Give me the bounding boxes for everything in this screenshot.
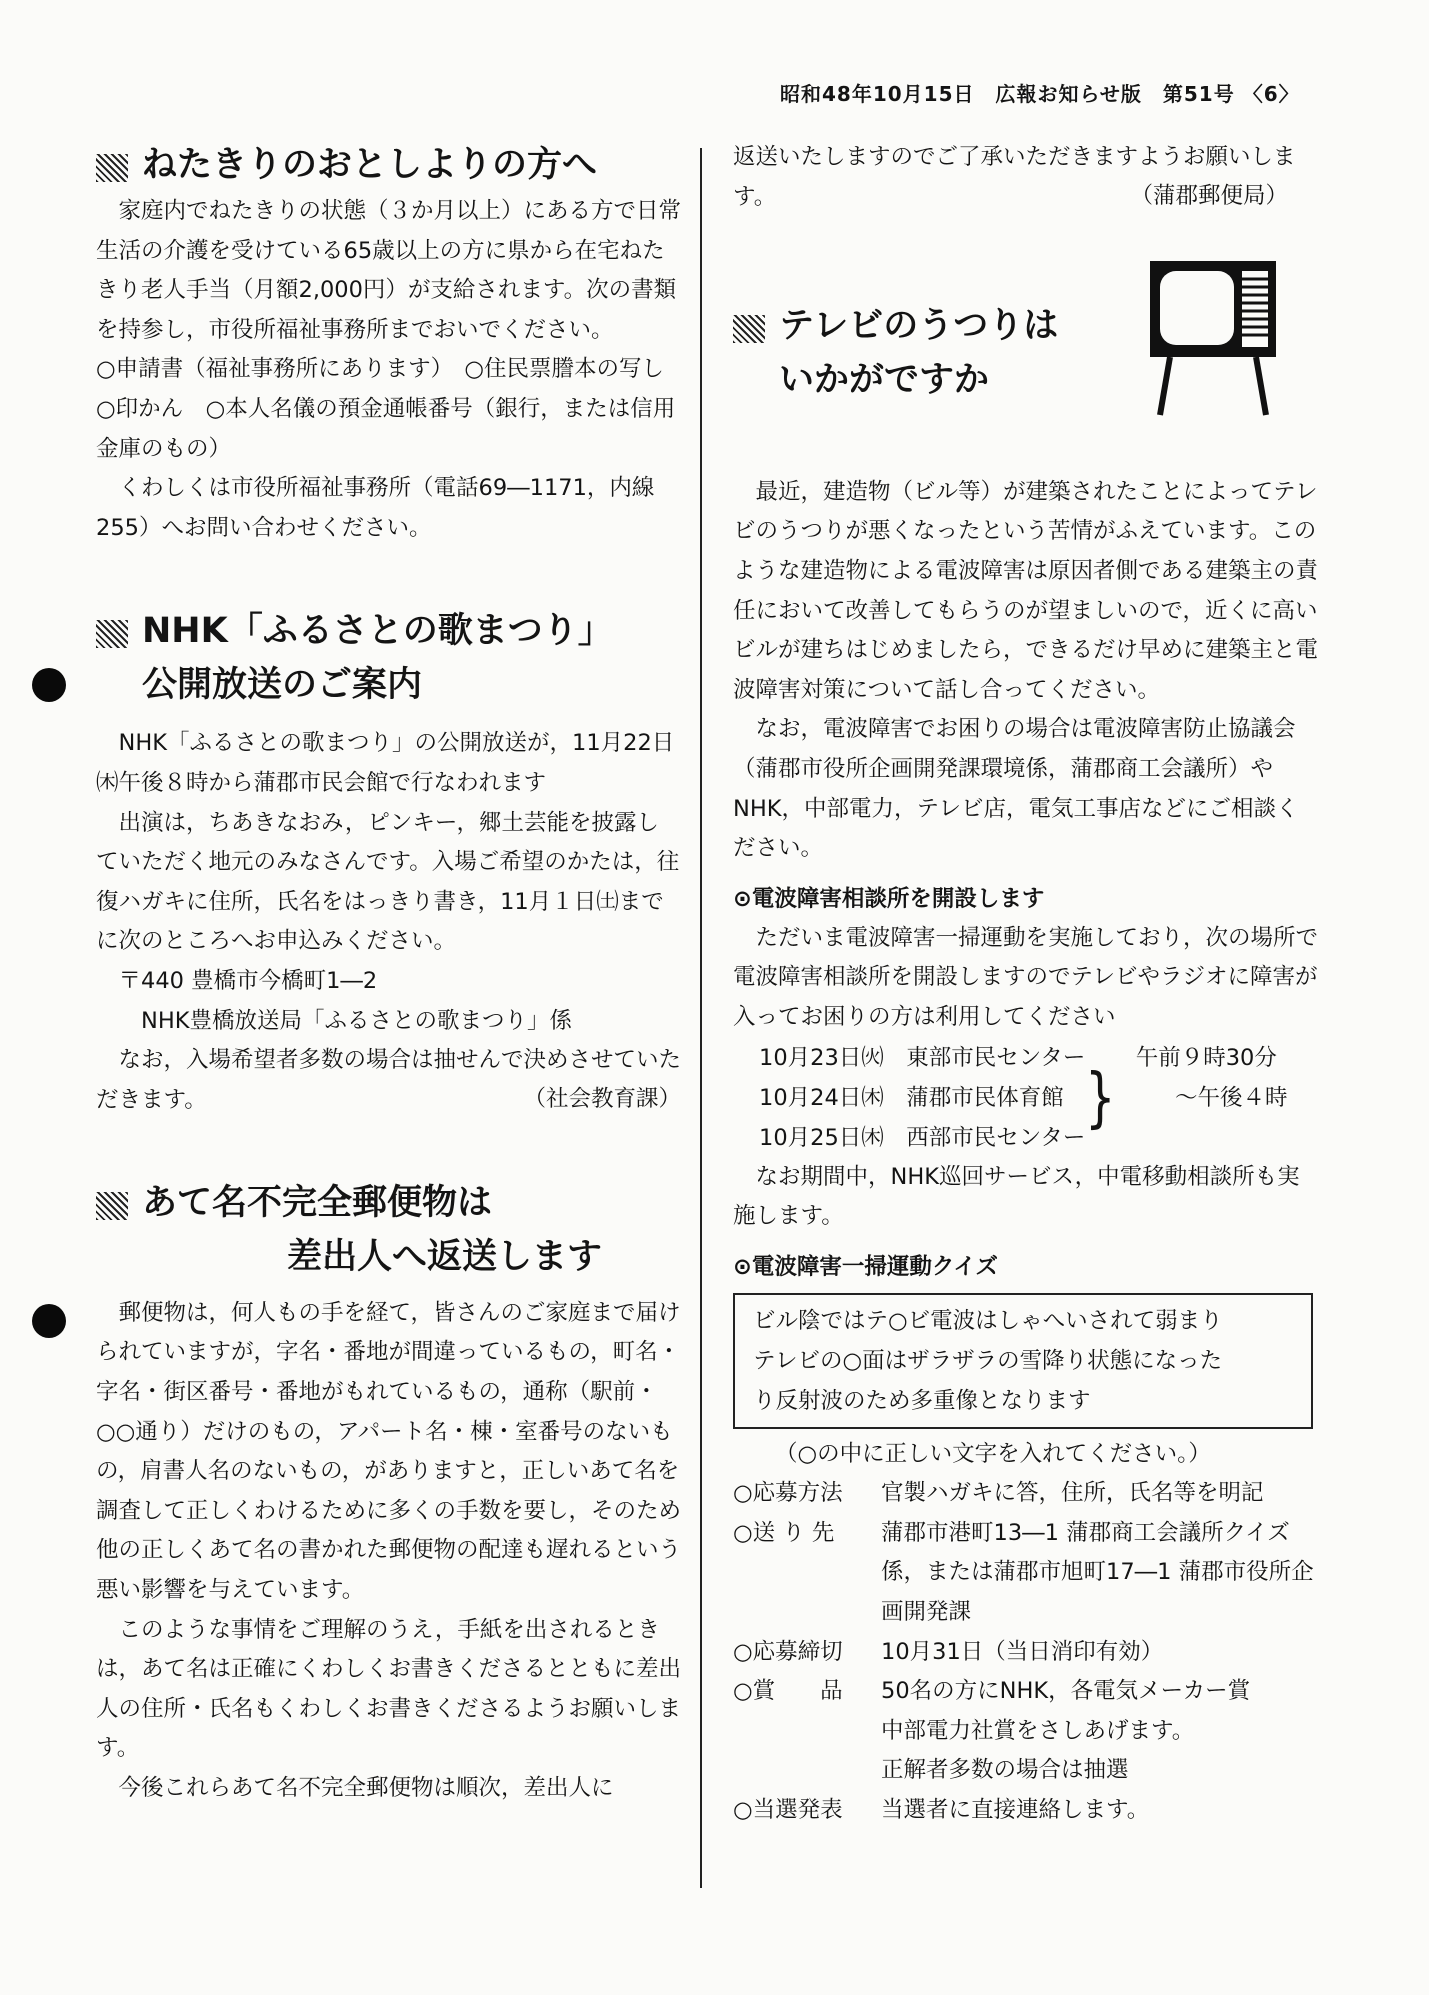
tv-title-line2: いかがですか <box>779 359 990 400</box>
nhk-title-line1: NHK「ふるさとの歌まつり」 <box>142 611 613 652</box>
left-column <box>96 138 687 1809</box>
hatch-icon <box>96 1192 128 1220</box>
quiz-detail-row <box>733 1712 1318 1752</box>
detail-value: 10月31日（当日消印有効） <box>881 1638 1164 1665</box>
schedule-time-start: 午前９時30分 <box>1135 1044 1277 1071</box>
tv-title-line1: テレビのうつりは <box>779 305 1059 346</box>
schedule-time <box>1125 1038 1288 1118</box>
quiz-detail-row <box>733 1791 1318 1831</box>
binder-hole-top <box>32 668 66 702</box>
nhk-heading <box>96 604 681 712</box>
nhk-paragraph-3: なお，入場希望者多数の場合は抽せんで決めさせていただきます。 <box>96 1047 682 1113</box>
mail-heading <box>96 1176 681 1284</box>
detail-value: 当選者に直接連絡します。 <box>881 1797 1150 1824</box>
schedule-row: 10月23日㈫ 東部市民センター <box>759 1044 1086 1071</box>
mail-paragraph-2: このような事情をご理解のうえ，手紙を出されるときは，あて名は正確にくわしくお書きくださるとともに差出人の住所・氏名もくわしくお書きくださるようお願いします。 <box>96 1616 682 1762</box>
quiz-box <box>733 1293 1313 1429</box>
detail-value: 中部電力社賞をさしあげます。 <box>881 1717 1195 1744</box>
quiz-line: り反射波のため多重像となります <box>753 1387 1091 1414</box>
quiz-details <box>733 1474 1318 1830</box>
bedridden-documents: ○申請書（福祉事務所にあります） ○住民票謄本の写し ○印かん ○本人名儀の預金通帳番号（銀行，または信用金庫のもの） <box>96 356 687 462</box>
detail-key: ○送 り 先 <box>733 1519 835 1546</box>
mail-title-line1: あて名不完全郵便物は <box>142 1182 493 1223</box>
quiz-detail-row <box>733 1474 1318 1514</box>
television-icon <box>1148 259 1278 417</box>
page-header: 昭和48年10月15日 広報お知らせ版 第51号 〈6〉 <box>780 82 1300 106</box>
mail-title-line2: 差出人へ返送します <box>287 1236 603 1277</box>
binder-hole-bottom <box>32 1304 66 1338</box>
nhk-paragraph-2: 出演は，ちあきなおみ，ピンキー，郷土芸能を披露していただく地元のみなさんです。入場ご希望のかたは，往復ハガキに住所，氏名をはっきり書き，11月１日㈯までに次のところへお申込みください。 <box>96 809 680 955</box>
mail-continued: 返送いたしますのでご了承いただきますようお願いします。 <box>733 144 1296 210</box>
bedridden-title: ねたきりのおとしよりの方へ <box>142 145 598 185</box>
mail-paragraph-1: 郵便物は，何人もの手を経て，皆さんのご家庭まで届けられていますが，字名・番地が間違っているもの，町名・字名・街区番号・番地がもれているもの，通称（駅前・○○通り）だけのもの，アパート名・棟・室番号のないもの，肩書人名のないもの，がありますと，正しいあて名を調査して正しくわけるために多くの手数を要し，そのため他の正しくあて名の書かれた郵便物の配達も遅れるという悪い影響を与えています。 <box>96 1299 682 1604</box>
quiz-line: テレビの○面はザラザラの雪降り状態になった <box>753 1347 1223 1374</box>
nhk-source: （社会教育課） <box>523 1086 681 1113</box>
tv-paragraph-1: 最近，建造物（ビル等）が建築されたことによってテレビのうつりが悪くなったという苦情がふえています。このような建造物による電波障害は原因者側である建築主の責任において改善してもらうのが望ましいので，近くに高いビルが建ちはじめましたら，できるだけ早めに建築主と電波障害対策について話し合ってください。 <box>733 478 1319 703</box>
quiz-detail-row <box>733 1672 1318 1712</box>
nhk-address-1: 〒440 豊橋市今橋町1―2 <box>118 967 378 994</box>
consult-schedule <box>733 1038 1318 1158</box>
bedridden-contact: くわしくは市役所福祉事務所（電話69―1171，内線255）へお問い合わせください。 <box>96 475 655 541</box>
detail-key: ○応募方法 <box>733 1480 843 1507</box>
nhk-title-line2: 公開放送のご案内 <box>142 665 423 706</box>
detail-key <box>733 1751 881 1791</box>
detail-value: 50名の方にNHK，各電気メーカー賞 <box>881 1678 1251 1705</box>
schedule-row: 10月24日㈭ 蒲郡市民体育館 <box>759 1084 1064 1111</box>
consult-paragraph-1: ただいま電波障害一掃運動を実施しており，次の場所で電波障害相談所を開設しますのでテレビやラジオに障害が入ってお困りの方は利用してください <box>733 924 1319 1030</box>
detail-key <box>733 1712 881 1752</box>
bedridden-paragraph-1: 家庭内でねたきりの状態（３か月以上）にある方で日常生活の介護を受けている65歳以上の方に県から在宅ねたきり老人手当（月額2,000円）が支給されます。次の書類を持参し，市役所福祉事務所までおいでください。 <box>96 198 682 343</box>
detail-value: 蒲郡市港町13―1 蒲郡商工会議所クイズ係，または蒲郡市旭町17―1 蒲郡市役所企画開発課 <box>881 1519 1314 1626</box>
tv-heading-block <box>733 259 1318 455</box>
consult-heading: ⊙電波障害相談所を開設します <box>733 885 1045 912</box>
quiz-detail-row <box>733 1633 1318 1673</box>
bedridden-heading <box>96 138 681 192</box>
hatch-icon <box>733 315 765 343</box>
detail-key: ○応募締切 <box>733 1638 843 1665</box>
column-divider <box>700 148 702 1888</box>
mail-source: （蒲郡郵便局） <box>1130 183 1288 210</box>
quiz-detail-row <box>733 1751 1318 1791</box>
detail-key: ○賞 品 <box>733 1678 843 1705</box>
tv-paragraph-2: なお，電波障害でお困りの場合は電波障害防止協議会（蒲郡市役所企画開発課環境係，蒲郡商工会議所）やNHK，中部電力，テレビ店，電気工事店などにご相談ください。 <box>733 716 1299 862</box>
hatch-icon <box>96 154 128 182</box>
detail-key: ○当選発表 <box>733 1797 843 1824</box>
mail-paragraph-3: 今後これらあて名不完全郵便物は順次，差出人に <box>118 1775 614 1801</box>
consult-paragraph-2: なお期間中，NHK巡回サービス，中電移動相談所も実施します。 <box>733 1163 1300 1230</box>
quiz-heading: ⊙電波障害一掃運動クイズ <box>733 1253 999 1280</box>
quiz-line: ビル陰ではテ○ビ電波はしゃへいされて弱まり <box>753 1307 1223 1334</box>
nhk-paragraph-1: NHK「ふるさとの歌まつり」の公開放送が，11月22日㈭午後８時から蒲郡市民会館で行なわれます <box>96 730 675 796</box>
schedule-time-end: ～午後４時 <box>1175 1084 1288 1111</box>
quiz-detail-row <box>733 1514 1318 1633</box>
right-column <box>733 138 1318 1831</box>
nhk-address-2: NHK豊橋放送局「ふるさとの歌まつり」係 <box>141 1007 573 1034</box>
brace-icon: } <box>1085 1059 1116 1136</box>
hatch-icon <box>96 620 128 648</box>
detail-value: 正解者多数の場合は抽選 <box>881 1757 1129 1784</box>
detail-value: 官製ハガキに答，住所，氏名等を明記 <box>881 1480 1264 1507</box>
quiz-note: （○の中に正しい文字を入れてください。） <box>775 1440 1211 1467</box>
schedule-row: 10月25日㈭ 西部市民センター <box>759 1124 1086 1151</box>
